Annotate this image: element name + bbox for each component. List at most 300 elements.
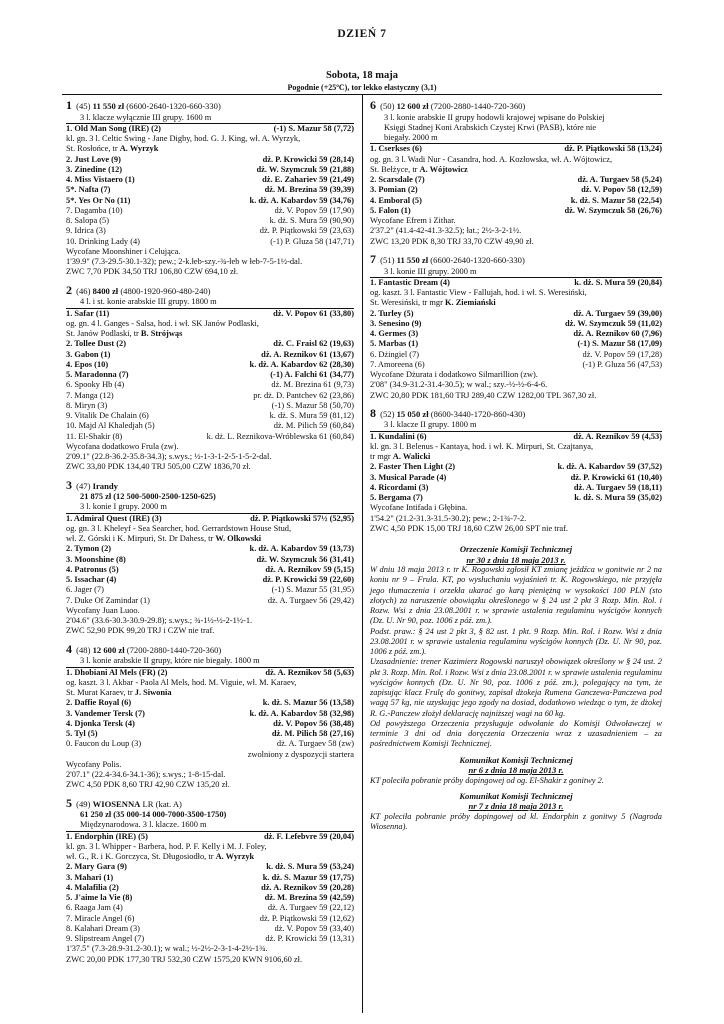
race-conditions: Księgi Stadnej Koni Arabskich Czystej Krwi (PASB), które nie bbox=[384, 122, 597, 132]
result-row bbox=[66, 175, 354, 185]
race-info-line: 2'09.1" (22.8-36.2-35.8-34.3); s.wys.; ½-1-3-1-2-5-1-5-2-dal. bbox=[66, 452, 272, 461]
jockey-odds: k. dż. A. Kabardov 58 (32,98) bbox=[249, 708, 354, 718]
horse-name: 5. Marbas (1) bbox=[370, 339, 419, 349]
jockey-odds: dż. M. Brezina 59 (42,59) bbox=[264, 893, 354, 903]
race-info-line: St. Murat Karaev, tr J. Siwonia bbox=[66, 688, 172, 697]
horse-name: 4. Malafilia (2) bbox=[66, 882, 119, 892]
race-info-line: 2'04.6" (33.6-30.3-30.9-29.8); s.wys.; ¾-1½-½-2-1½-1. bbox=[66, 616, 253, 626]
race-info-line: og. gn. 3 l. Kheleyf - Sea Searcher, hod. Gerrardstown House Stud, bbox=[66, 523, 292, 533]
horse-name: 3. Vandemer Tersk (7) bbox=[66, 708, 145, 718]
page-title: DZIEŃ 7 bbox=[337, 28, 387, 40]
result-row bbox=[66, 206, 354, 216]
jockey-odds: k. dż. S. Mura 59 (90,90) bbox=[269, 216, 354, 226]
horse-name: 9. Idrica (3) bbox=[66, 226, 106, 236]
race-block bbox=[66, 98, 354, 278]
notice-title: Orzeczenie Komisji Technicznej bbox=[459, 544, 573, 555]
result-row bbox=[66, 155, 354, 165]
horse-name: 5. Issachar (4) bbox=[66, 575, 117, 585]
jockey-odds: dż. W. Szymczuk 56 (31,41) bbox=[256, 554, 354, 564]
race-info-line: ZWC 20,80 PDK 181,60 TRJ 289,40 CZW 1282,00 TPL 367,30 zł. bbox=[370, 390, 597, 400]
race-info-line: 1'37.5" (7.3-28.9-31.2-30.1); w wal.; ½-2½-2-3-1-4-2½-1¾. bbox=[66, 944, 268, 954]
result-row bbox=[66, 216, 354, 226]
jockey-odds: dż. F. Lefebvre 59 (20,04) bbox=[263, 831, 354, 841]
jockey-odds: dż. V. Popov 61 (33,80) bbox=[273, 308, 354, 318]
horse-name: 5. J'aime la Vie (8) bbox=[66, 893, 133, 903]
jockey-odds: dż. A. Turgaev 58 (zw) bbox=[276, 739, 354, 749]
right-column bbox=[370, 98, 662, 832]
jockey-odds: k. dż. A. Kabardov 59 (13,73) bbox=[249, 544, 354, 554]
jockey-odds: dż. M. Brezina 59 (39,39) bbox=[264, 185, 354, 195]
horse-name: 8. Miryn (3) bbox=[66, 400, 108, 410]
winner-row bbox=[66, 124, 354, 134]
race-header-part: (4800-1920-960-480-240) bbox=[118, 285, 211, 296]
horse-name: 4. Emboral (5) bbox=[370, 195, 422, 205]
jockey-odds: dż. A. Reznikov 59 (4,53) bbox=[573, 431, 662, 441]
horse-name: 9. Vitalik De Chalain (6) bbox=[66, 411, 149, 420]
jockey-odds: dż. P. Piątkowski 58 (13,24) bbox=[564, 144, 662, 154]
horse-name: 7. Manga (12) bbox=[66, 390, 114, 400]
notice-paragraph: Uzasadnienie: trener Kazimierz Rogowski naruszył obowiązek określony w § 24 ust. 2 pkt 3. Rozp. Min. Rol. i Rozw. Wsi z dnia 23.08.2001 r. w sprawie ustalenia regulaminu wyścigów konnych (Dz. U. Nr 90, poz. 1006 z póź. zm.), polegający na tym, że zapisując klacz Frulę do gonitwy, zapisał dżokeja Rumena Ganczewa-Panczewa pod wagą 57 kg, nie uzyskując jego zgody na dosiad, dodatkowo wiedząc o tym, że dżokej R. G.-Panczew złożył deklarację najniższej wagi na 60 kg. bbox=[370, 657, 662, 718]
race-info-line: 2'08" (34.9-31.2-31.4-30.5); w wal.; szy.-½-½-6-4-6. bbox=[370, 380, 548, 390]
trainer-name: A. Wójtowicz bbox=[419, 164, 468, 174]
race-info-line: zwolniony z dyspozycji startera bbox=[247, 749, 354, 759]
winner-row bbox=[370, 432, 662, 442]
trainer-name: A. Walicki bbox=[392, 452, 431, 462]
result-row bbox=[66, 709, 354, 719]
race-header-part: (51) bbox=[378, 254, 397, 265]
result-row bbox=[370, 309, 662, 319]
race-header-part: (49) bbox=[74, 798, 93, 809]
jockey-odds: dż. A. Turgaev 59 (39,00) bbox=[573, 308, 662, 318]
horse-name: 2. Tollee Dust (2) bbox=[66, 339, 127, 349]
race-info-line: Wycofane Intifada i Głębina. bbox=[370, 503, 468, 513]
winner-row bbox=[370, 278, 662, 288]
race-info-line: ZWC 20,00 PDK 177,30 TRJ 532,30 CZW 1575,20 KWN 9106,60 zł. bbox=[66, 954, 303, 964]
column-divider bbox=[362, 95, 363, 1013]
race-header-part: 11 550 zł bbox=[396, 254, 429, 265]
race-header-part: (46) bbox=[74, 285, 93, 296]
race-header-part: (45) bbox=[74, 101, 93, 111]
jockey-odds: (-1) P. Gluza 58 (147,71) bbox=[270, 236, 354, 246]
race-info-line: St. Bełżyce, tr A. Wójtowicz bbox=[370, 164, 468, 174]
notice-paragraph: KT poleciła pobranie próby dopingowej od og. El-Shakir z gonitwy 2. bbox=[370, 775, 604, 785]
race-header bbox=[66, 478, 354, 493]
horse-name: 2. Daffie Royal (6) bbox=[66, 698, 132, 708]
commission-notice bbox=[370, 539, 662, 749]
horse-name: 1. Cserkses (6) bbox=[370, 144, 422, 154]
winner-row bbox=[66, 668, 354, 678]
race-header-part: (8600-3440-1720-860-430) bbox=[428, 408, 526, 419]
race-conditions: biegały. 2000 m bbox=[370, 133, 662, 144]
race-conditions: 4 l. i st. konie arabskie III grupy. 1800 m bbox=[66, 297, 354, 308]
jockey-odds: (-1) S. Mazur 58 (50,70) bbox=[271, 400, 354, 410]
result-row bbox=[66, 924, 354, 934]
trainer-name: A. Wyrzyk bbox=[215, 852, 255, 862]
race-info-line: Wycofany Juan Luoo. bbox=[66, 605, 140, 615]
result-row bbox=[66, 360, 354, 370]
result-row bbox=[66, 401, 354, 411]
horse-name: 5. Bergama (7) bbox=[370, 493, 423, 503]
horse-name: 2. Scarsdale (7) bbox=[370, 175, 425, 185]
result-row bbox=[66, 370, 354, 380]
race-info-line: ZWC 4,50 PDK 15,00 TRJ 18,60 CZW 26,00 SPT nie traf. bbox=[370, 523, 568, 533]
jockey-odds: dż. M. Pilich 59 (60,84) bbox=[273, 421, 354, 431]
race-info-line: Wycofana dodatkowo Frula (zw). bbox=[66, 441, 179, 451]
horse-name: 6. Spooky Hb (4) bbox=[66, 380, 125, 390]
horse-name: 8. Kalahari Dream (3) bbox=[66, 923, 140, 933]
race-info-line: Wycofany Polis. bbox=[66, 759, 122, 769]
jockey-odds: k. dż. A. Kabardov 59 (34,76) bbox=[249, 195, 354, 205]
race-number: 8 bbox=[370, 405, 376, 420]
result-row bbox=[66, 391, 354, 401]
race-header bbox=[66, 642, 354, 657]
trainer-name: J. Siwonia bbox=[134, 688, 172, 697]
result-row bbox=[66, 165, 354, 175]
race-info-line: 1'39.9" (7.3-29.5-30.1-32); pew.; 2-k.łeb-szy.-¾-łeb w łeb-7-5-1½-dal. bbox=[66, 257, 303, 267]
race-info-line: 1'54.2" (21.2-31.3-31.5-30.2); pew.; 2-1¾-7-2. bbox=[370, 513, 527, 523]
result-row bbox=[66, 934, 354, 944]
jockey-odds: (-1) S. Mazur 58 (17,09) bbox=[577, 339, 662, 349]
race-info-line: ZWC 7,70 PDK 34,50 TRJ 106,80 CZW 694,10 zł. bbox=[66, 267, 239, 277]
jockey-odds: k. dż. S. Mura 59 (20,84) bbox=[574, 277, 662, 287]
horse-name: 4. Patronus (5) bbox=[66, 564, 119, 574]
jockey-odds: dż. A. Reznikov 59 (5,15) bbox=[265, 564, 354, 574]
jockey-odds: dż. A. Reznikov 61 (13,67) bbox=[261, 349, 354, 359]
trainer-name: K. Ziemiański bbox=[445, 298, 496, 308]
result-row bbox=[370, 473, 662, 483]
trainer-name: W. Olkowski bbox=[215, 534, 262, 544]
race-info-line: og. gn. 3 l. Wadi Nur - Casandra, hod. A. Kozłowska, wł. A. Wójtowicz, bbox=[370, 154, 613, 164]
horse-name: 3. Moonshine (8) bbox=[66, 554, 126, 564]
race-block bbox=[370, 98, 662, 247]
result-row bbox=[66, 585, 354, 595]
jockey-odds: dż. A. Reznikov 58 (5,63) bbox=[265, 667, 354, 677]
notice-title: nr 7 z dnia 18 maja 2013 r. bbox=[468, 801, 564, 812]
race-info-line: wł. Z. Górski i K. Mirpuri, St. Dr Dahess, tr W. Olkowski bbox=[66, 534, 262, 544]
result-row bbox=[370, 329, 662, 339]
jockey-odds: dż. A. Reznikov 60 (7,96) bbox=[573, 329, 662, 338]
jockey-odds: dż. A. Turgaev 56 (29,42) bbox=[267, 595, 354, 605]
weather-conditions: Pogodnie (+25ºC), tor lekko elastyczny (3,1) bbox=[287, 83, 437, 92]
horse-name: 5*. Yes Or No (11) bbox=[66, 195, 131, 205]
race-prize: 21 875 zł (12 500-5000-2500-1250-625) bbox=[80, 492, 216, 502]
result-row bbox=[66, 226, 354, 236]
result-row bbox=[66, 544, 354, 554]
result-row bbox=[370, 196, 662, 206]
race-prize: 61 250 zł (35 000-14 000-7000-3500-1750) bbox=[80, 810, 227, 820]
race-info-line: Wycofane Dżurata i dodatkowo Silmarillion (zw). bbox=[370, 370, 538, 379]
result-row bbox=[370, 339, 662, 349]
horse-name: 1. Endorphin (IRE) (5) bbox=[66, 831, 148, 841]
horse-name: 5. Maradonna (7) bbox=[66, 370, 129, 379]
race-info-line: og. gn. 4 l. Ganges - Salsa, hod. i wł. SK Janów Podlaski, bbox=[66, 318, 259, 328]
trainer-name: A. Wyrzyk bbox=[119, 144, 159, 154]
notice-paragraph: Podst. praw.: § 24 ust 2 pkt 3, § 82 ust. 1 pkt. 9 Rozp. Min. Rol. i Rozw. Wsi z dnia 23.08.2001 r. w sprawie ustalenia regulaminu wyścigów konnych (Dz. U. Nr 90, poz. 1006 z póź. zm.). bbox=[370, 626, 662, 657]
result-row bbox=[66, 421, 354, 431]
race-header bbox=[66, 98, 354, 113]
horse-name: 1. Admiral Quest (IRE) (3) bbox=[66, 513, 162, 523]
result-row bbox=[66, 719, 354, 729]
race-number: 6 bbox=[370, 98, 376, 112]
horse-name: 2. Just Love (9) bbox=[66, 154, 121, 164]
winner-row bbox=[66, 832, 354, 842]
jockey-odds: dż. C. Fraisl 62 (19,63) bbox=[273, 339, 354, 349]
race-header bbox=[66, 796, 354, 811]
race-header-part: 11 550 zł bbox=[92, 101, 125, 111]
jockey-odds: k. dż. S. Mazur 59 (17,75) bbox=[262, 872, 354, 882]
race-conditions: 3 l. konie I grupy. 2000 m bbox=[66, 502, 354, 513]
notice-paragraph: W dniu 18 maja 2013 r. tr K. Rogowski zgłosił KT zmianę jeźdźca w gonitwie nr 2 na koniu nr 9 – Frula. KT, po wysłuchaniu wyjaśnień tr. K. Rogowskiego, nie przyjęła jego tłumaczenia i orzekła ukarać go karą pieniężną w wysokości 100 PLN (sto złotych) za naruszenie obowiązku określonego w § 24 ust 2 pkt 3 Rozp. Min. Rol. i Rozw. Wsi z dnia 23.08.2001 r. w sprawie ustalenia regulaminu wyścigów konnych (Dz. U. Nr 90, poz. 1006 z póź. zm.). bbox=[370, 565, 662, 626]
horse-name: 1. Dhobiani Al Mels (FR) (2) bbox=[66, 667, 168, 677]
race-info-line: wł. G., R. i K. Gorczyca, St. Długosiodło, tr A. Wyrzyk bbox=[66, 852, 255, 862]
result-row bbox=[66, 432, 354, 442]
notice-title: nr 6 z dnia 18 maja 2013 r. bbox=[468, 765, 564, 776]
race-info-line: 2'07.1" (22.4-34.6-34.1-36); s.wys.; 1-8-15-dal. bbox=[66, 770, 226, 779]
jockey-odds: pr. dż. D. Pantchev 62 (23,86) bbox=[253, 390, 354, 400]
race-info-line: Wycofane Efrem i Zithar. bbox=[370, 216, 456, 226]
jockey-odds: dż. P. Piątkowski 59 (23,63) bbox=[259, 226, 354, 236]
race-info-line: 2'37.2" (41.4-42-41.3-32.5); łat.; 2½-3-2-1½. bbox=[370, 226, 522, 236]
horse-name: 4. Miss Vistaero (1) bbox=[66, 175, 135, 185]
race-conditions: Międzynarodowa. 3 l. klacze. 1600 m bbox=[66, 820, 354, 831]
horse-name: 2. Turley (5) bbox=[370, 308, 414, 318]
result-row bbox=[66, 873, 354, 883]
jockey-odds: dż. M. Pilich 58 (27,16) bbox=[271, 729, 354, 738]
notice-title: Komunikat Komisji Technicznej bbox=[459, 754, 573, 765]
left-column bbox=[66, 98, 354, 970]
horse-name: 4. Germes (3) bbox=[370, 329, 419, 338]
race-header-part: (7200-2880-1440-720-360) bbox=[428, 101, 526, 111]
race-header bbox=[370, 98, 662, 113]
horse-name: 6. Raaga Jam (4) bbox=[66, 903, 123, 913]
race-number: 3 bbox=[66, 477, 72, 492]
horse-name: 1. Safar (11) bbox=[66, 308, 110, 318]
result-row bbox=[66, 380, 354, 390]
race-header-part: (6600-2640-1320-660-330) bbox=[124, 101, 221, 111]
result-row bbox=[66, 350, 354, 360]
race-conditions: 3 l. klacze wyłącznie III grupy. 1600 m bbox=[66, 113, 354, 124]
winner-row bbox=[66, 309, 354, 319]
jockey-odds: dż. P. Krowicki 61 (10,40) bbox=[570, 472, 662, 482]
result-row bbox=[66, 196, 354, 206]
jockey-odds: dż. M. Brezina 61 (9,73) bbox=[271, 380, 354, 390]
jockey-odds: dż. A. Reznikov 59 (20,28) bbox=[261, 882, 354, 892]
horse-name: 1. Fantastic Dream (4) bbox=[370, 277, 450, 287]
horse-name: 8. Salopa (5) bbox=[66, 216, 110, 226]
race-conditions: 3 l. klacze II grupy. 1800 m bbox=[370, 420, 662, 431]
jockey-odds: (-1) S. Mazur 55 (31,95) bbox=[271, 585, 354, 595]
race-info-line: ZWC 13,20 PDK 8,30 TRJ 33,70 CZW 49,90 zł. bbox=[370, 236, 534, 246]
result-row bbox=[370, 350, 662, 360]
race-header-part: (52) bbox=[378, 408, 397, 419]
jockey-odds: dż. A. Turgaev 59 (18,11) bbox=[573, 482, 662, 492]
race-number: 7 bbox=[370, 251, 376, 266]
jockey-odds: dż. P. Krowicki 59 (22,60) bbox=[262, 575, 354, 585]
horse-name: 1. Kundalini (6) bbox=[370, 431, 427, 441]
result-row bbox=[66, 237, 354, 247]
jockey-odds: dż. P. Krowicki 59 (28,14) bbox=[262, 154, 354, 164]
race-conditions: 3 l. konie arabskie II grupy hodowli krajowej wpisane do Polskiej bbox=[384, 112, 605, 122]
horse-name: 3. Senesino (9) bbox=[370, 318, 422, 328]
horse-name: 7. Miracle Angel (6) bbox=[66, 913, 135, 923]
horse-name: 4. Epos (10) bbox=[66, 359, 109, 369]
race-block bbox=[370, 406, 662, 534]
race-header-part: 12 600 zł bbox=[396, 101, 429, 111]
jockey-odds: dż. W. Szymczuk 59 (11,02) bbox=[564, 318, 662, 328]
jockey-odds: (-1) P. Gluza 56 (47,53) bbox=[582, 359, 662, 369]
race-info-line: ZWC 33,80 PDK 134,40 TRJ 505,00 CZW 1836,70 zł. bbox=[66, 462, 251, 472]
jockey-odds: dż. V. Popov 59 (33,40) bbox=[274, 923, 354, 933]
jockey-odds: dż. V. Popov 58 (12,59) bbox=[581, 185, 662, 195]
race-header-part: (6600-2640-1320-660-330) bbox=[428, 254, 525, 265]
horse-name: 5*. Nafta (7) bbox=[66, 185, 111, 195]
race-number: 4 bbox=[66, 641, 72, 656]
jockey-odds: dż. P. Piątkowski 57½ (52,95) bbox=[250, 513, 354, 523]
result-row bbox=[66, 555, 354, 565]
commission-notice bbox=[370, 786, 662, 832]
horse-name: 3. Pomian (2) bbox=[370, 185, 418, 195]
jockey-odds: dż. E. Zahariev 59 (21,49) bbox=[262, 175, 354, 185]
race-header-part: Irandy bbox=[92, 480, 118, 491]
horse-name: 2. Faster Then Light (2) bbox=[370, 462, 456, 472]
result-row bbox=[66, 883, 354, 893]
race-block bbox=[66, 642, 354, 791]
result-row bbox=[370, 360, 662, 370]
horse-name: 3. Mahari (1) bbox=[66, 872, 114, 882]
jockey-odds: k. dż. L. Reznikova-Wróblewska 61 (60,84) bbox=[206, 431, 354, 441]
jockey-odds: dż. P. Krowicki 59 (13,31) bbox=[265, 934, 354, 944]
horse-name: 4. Djonka Tersk (4) bbox=[66, 718, 135, 728]
jockey-odds: dż. W. Szymczuk 58 (26,76) bbox=[564, 205, 662, 215]
jockey-odds: dż. P. Piątkowski 59 (12,62) bbox=[259, 913, 354, 923]
race-info-line: Wycofane Moonshiner i Celująca. bbox=[66, 246, 181, 256]
result-row bbox=[66, 411, 354, 421]
race-conditions: 3 l. konie arabskie II grupy, które nie biegały. 1800 m bbox=[66, 656, 354, 667]
winner-row bbox=[370, 144, 662, 154]
jockey-odds: dż. A. Turgaev 58 (5,24) bbox=[577, 175, 662, 185]
race-header-part: (50) bbox=[378, 101, 397, 111]
notice-paragraph: KT poleciła pobranie próby dopingowej od kl. Endorphin z gonitwy 5 (Nagroda Wiosenna). bbox=[370, 811, 662, 832]
race-header-part: WIOSENNA bbox=[92, 798, 141, 809]
race-day-date: Sobota, 18 maja bbox=[325, 70, 399, 81]
race-info-line: kl. gn. 3 l. Celtic Swing - Jane Digby, hod. G. J. King, wł. A. Wyrzyk, bbox=[66, 134, 301, 144]
horse-name: 10. Majd Al Khaledjah (5) bbox=[66, 421, 155, 431]
result-row bbox=[370, 206, 662, 216]
race-number: 5 bbox=[66, 795, 72, 810]
race-block bbox=[66, 478, 354, 637]
notice-paragraph: Od powyższego Orzeczenia przysługuje odwołanie do Komisji Odwoławczej w terminie 3 dni od dnia doręczenia Orzeczenia wraz z uzasadnieniem – za pośrednictwem Komisji Technicznej. bbox=[370, 718, 662, 749]
race-header bbox=[370, 252, 662, 267]
race-header bbox=[66, 283, 354, 298]
notice-title: nr 30 z dnia 18 maja 2013 r. bbox=[466, 554, 566, 565]
jockey-odds: k. dż. A. Kabardov 62 (28,30) bbox=[249, 359, 354, 369]
race-info-line: kl. gn. 3 l. Whipper - Barbera, hod. P. F. Kelly i M. J. Foley, bbox=[66, 841, 267, 851]
race-info-line: St. Janów Podlaski, tr B. Strójwąs bbox=[66, 329, 183, 338]
jockey-odds: k. dż. A. Kabardov 59 (37,52) bbox=[557, 462, 662, 472]
race-header-part: 8400 zł bbox=[92, 285, 119, 296]
result-row bbox=[66, 339, 354, 349]
trainer-name: B. Strójwąs bbox=[140, 329, 183, 338]
jockey-odds: dż. A. Turgaev 59 (22,12) bbox=[267, 903, 354, 913]
result-row bbox=[66, 575, 354, 585]
jockey-odds: dż. V. Popov 56 (38,48) bbox=[273, 718, 354, 728]
horse-name: 6. Jager (7) bbox=[66, 585, 104, 595]
horse-name: 4. Ricordami (3) bbox=[370, 482, 429, 492]
race-header-part: (48) bbox=[74, 644, 93, 655]
result-row bbox=[66, 893, 354, 903]
horse-name: 10. Drinking Lady (4) bbox=[66, 236, 140, 246]
jockey-odds: (-1) S. Mazur 58 (7,72) bbox=[273, 123, 354, 133]
race-conditions: 3 l. konie III grupy. 2000 m bbox=[370, 267, 662, 278]
race-number: 2 bbox=[66, 282, 72, 297]
result-row bbox=[66, 914, 354, 924]
result-row bbox=[66, 185, 354, 195]
race-block bbox=[370, 252, 662, 401]
horse-name: 7. Duke Of Zamindar (1) bbox=[66, 595, 150, 605]
horse-name: 1. Old Man Song (IRE) (2) bbox=[66, 123, 161, 133]
horse-name: 5. Tyl (5) bbox=[66, 729, 98, 738]
result-row bbox=[66, 729, 354, 739]
jockey-odds: k. dż. S. Mura 59 (53,24) bbox=[266, 862, 354, 872]
horse-name: 7. Amoreena (6) bbox=[370, 359, 425, 369]
race-header-part: 15 050 zł bbox=[396, 408, 429, 419]
result-row bbox=[370, 493, 662, 503]
horse-name: 7. Dagamba (10) bbox=[66, 205, 123, 215]
horse-name: 3. Musical Parade (4) bbox=[370, 472, 447, 482]
result-row bbox=[66, 698, 354, 708]
race-info-line: og. kaszt. 3 l. Fantastic View - Fallujah, hod. i wł. S. Weresiński, bbox=[370, 288, 587, 297]
winner-row bbox=[66, 514, 354, 524]
horse-name: 9. Slipstream Angel (7) bbox=[66, 934, 145, 944]
jockey-odds: k. dż. S. Mazur 56 (13,58) bbox=[262, 698, 354, 708]
horse-name: 6. Dżingiel (7) bbox=[370, 349, 420, 359]
notice-title: Komunikat Komisji Technicznej bbox=[459, 790, 573, 801]
race-info-line: ZWC 52,90 PDK 99,20 TRJ i CZW nie traf. bbox=[66, 626, 215, 636]
result-row bbox=[66, 862, 354, 872]
horse-name: 2. Mary Gara (9) bbox=[66, 862, 127, 872]
jockey-odds: dż. V. Popov 59 (17,28) bbox=[582, 349, 662, 359]
race-header bbox=[370, 406, 662, 421]
result-row bbox=[66, 739, 354, 749]
race-block bbox=[66, 796, 354, 965]
result-row bbox=[66, 565, 354, 575]
jockey-odds: k. dż. S. Mura 59 (35,02) bbox=[574, 493, 662, 503]
jockey-odds: k. dż. S. Mura 59 (81,12) bbox=[269, 411, 354, 420]
jockey-odds: dż. V. Popov 59 (17,90) bbox=[274, 205, 354, 215]
result-row bbox=[370, 319, 662, 329]
race-info-line: kl. gn. 3 l. Belenus - Kantaya, hod. i wł. K. Mirpuri, St. Czajtanya, bbox=[370, 441, 594, 451]
result-row bbox=[370, 462, 662, 472]
commission-notice bbox=[370, 750, 662, 786]
horse-name: 3. Gabon (1) bbox=[66, 349, 111, 359]
result-row bbox=[66, 903, 354, 913]
race-number: 1 bbox=[66, 98, 72, 112]
horse-name: 3. Zinedine (12) bbox=[66, 164, 123, 174]
result-row bbox=[66, 596, 354, 606]
jockey-odds: (-1) A. Falchi 61 (34,77) bbox=[270, 370, 354, 379]
race-info-line: St. Rosłońce, tr A. Wyrzyk bbox=[66, 144, 159, 154]
race-header-part: (47) bbox=[74, 480, 93, 491]
result-row bbox=[370, 185, 662, 195]
race-header-part: LR (kat. A) bbox=[140, 798, 182, 809]
horse-name: 0. Faucon du Loup (3) bbox=[66, 739, 142, 749]
race-header-part: 12 600 zł bbox=[92, 644, 125, 655]
result-row bbox=[370, 175, 662, 185]
race-info-line: ZWC 4,50 PDK 8,60 TRJ 42,90 CZW 135,20 zł. bbox=[66, 780, 230, 790]
race-block bbox=[66, 283, 354, 473]
jockey-odds: k. dż. S. Mazur 58 (22,54) bbox=[570, 195, 662, 205]
horse-name: 11. El-Shakir (8) bbox=[66, 431, 123, 441]
